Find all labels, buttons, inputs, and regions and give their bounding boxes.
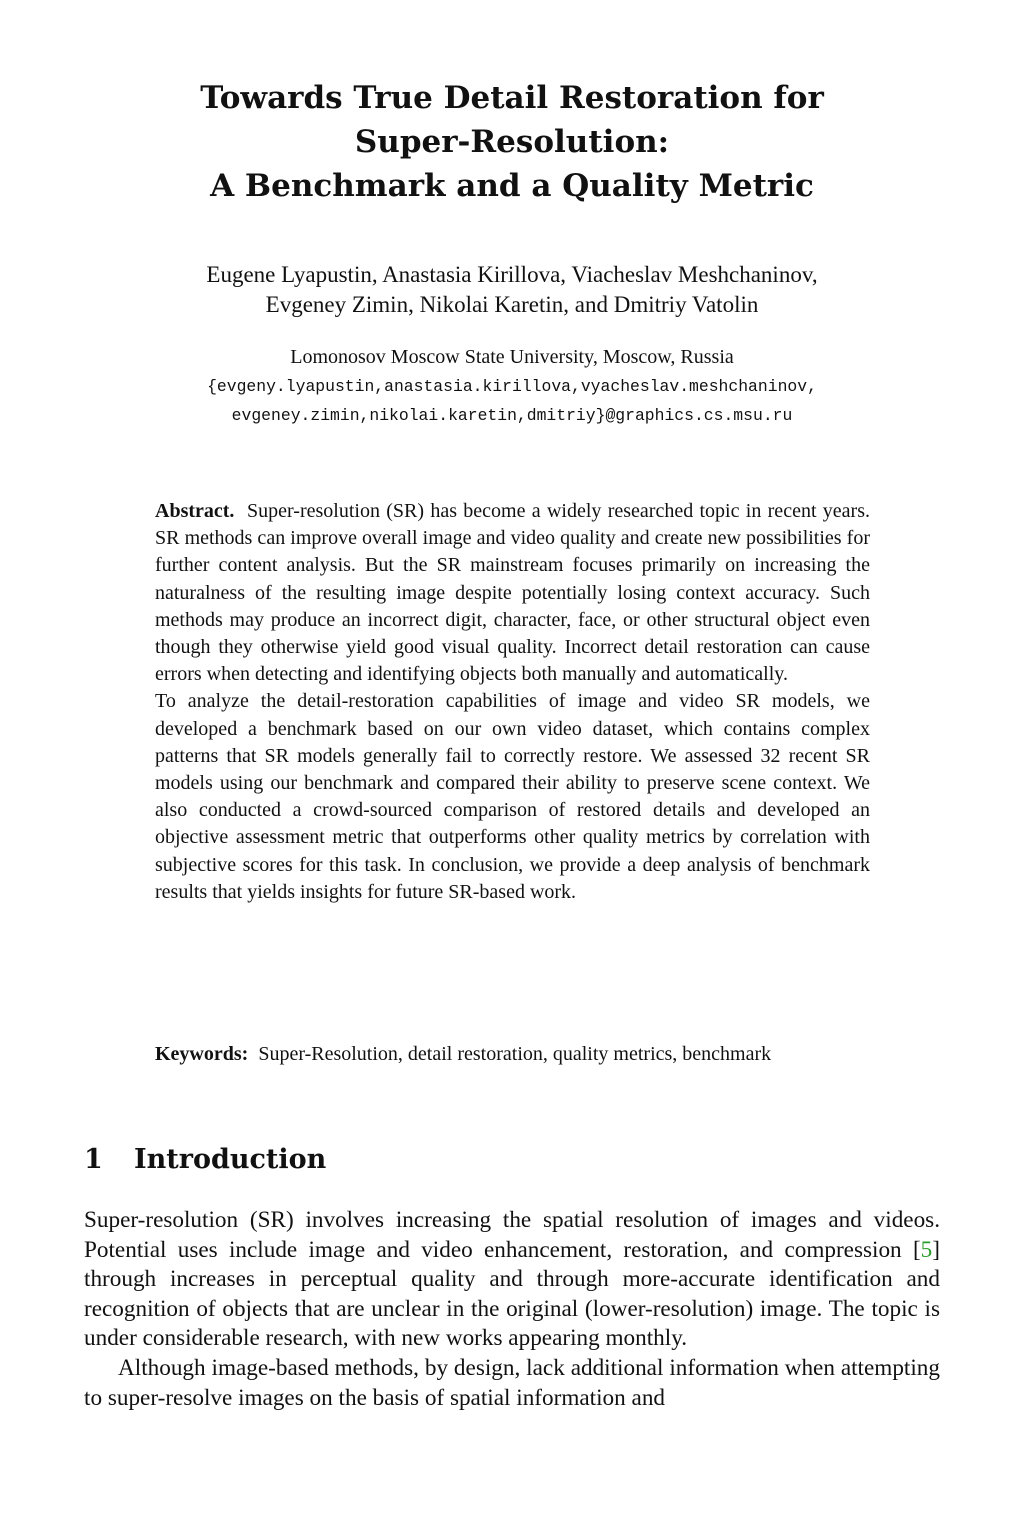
keywords-label: Keywords: (155, 1043, 249, 1065)
abstract-paragraph (155, 498, 870, 688)
author-emails (112, 372, 912, 430)
emails-line: {evgeny.lyapustin,anastasia.kirillova,vyacheslav.meshchaninov, (207, 377, 817, 396)
authors-line: Eugene Lyapustin, Anastasia Kirillova, Viacheslav Meshchaninov, (206, 262, 818, 287)
introduction-body (84, 1206, 940, 1413)
body-paragraph: Although image-based methods, by design, lack additional information when attempting to super-resolve images on the basis of spatial information and (84, 1354, 940, 1411)
citation-link[interactable]: 5 (920, 1236, 933, 1263)
author-list (112, 260, 912, 320)
title-line: Super-Resolution: (354, 124, 670, 160)
body-paragraph (84, 1206, 940, 1354)
paper-title (112, 76, 912, 208)
section-title: Introduction (134, 1144, 327, 1175)
abstract-paragraph: To analyze the detail-restoration capabilities of image and video SR models, we developed a benchmark based on our own video dataset, which contains complex patterns that SR models generally fail to correctly restore. We assessed 32 recent SR models using our benchmark and compared their ability to preserve scene context. We also conducted a crowd-sourced comparison of restored details and developed an objective assessment metric that outperforms other quality metrics by correlation with subjective scores for this task. In conclusion, we provide a deep analysis of benchmark results that yields insights for future SR-based work. (155, 690, 870, 903)
abstract-label: Abstract. (155, 500, 235, 522)
section-number: 1 (84, 1144, 103, 1175)
body-text-span: ] through increases in perceptual quality and through more-accurate identification and recognition of objects that are unclear in the original (lower-resolution) image. The topic is under considerable research, with new works appearing monthly. (84, 1236, 940, 1352)
emails-line: evgeney.zimin,nikolai.karetin,dmitriy}@graphics.cs.msu.ru (231, 406, 793, 425)
keywords-text: Super-Resolution, detail restoration, quality metrics, benchmark (258, 1043, 772, 1065)
title-line: A Benchmark and a Quality Metric (210, 168, 814, 204)
keywords (155, 1041, 870, 1068)
authors-line: Evgeney Zimin, Nikolai Karetin, and Dmitriy Vatolin (265, 292, 759, 317)
section-heading (84, 1142, 326, 1178)
abstract (155, 498, 870, 906)
abstract-text: Super-resolution (SR) has become a widely researched topic in recent years. SR methods can improve overall image and video quality and create new possibilities for further content analysis. But the SR mainstream focuses primarily on increasing the naturalness of the resulting image despite potentially losing context accuracy. Such methods may produce an incorrect digit, character, face, or other structural object even though they otherwise yield good visual quality. Incorrect detail restoration can cause errors when detecting and identifying objects both manually and automatically. (155, 500, 870, 686)
affiliation: Lomonosov Moscow State University, Moscow, Russia (290, 346, 734, 368)
body-text-span: Super-resolution (SR) involves increasing the spatial resolution of images and videos. Potential uses include image and video enhancement, restoration, and compression [ (84, 1207, 940, 1263)
title-line: Towards True Detail Restoration for (200, 80, 824, 116)
